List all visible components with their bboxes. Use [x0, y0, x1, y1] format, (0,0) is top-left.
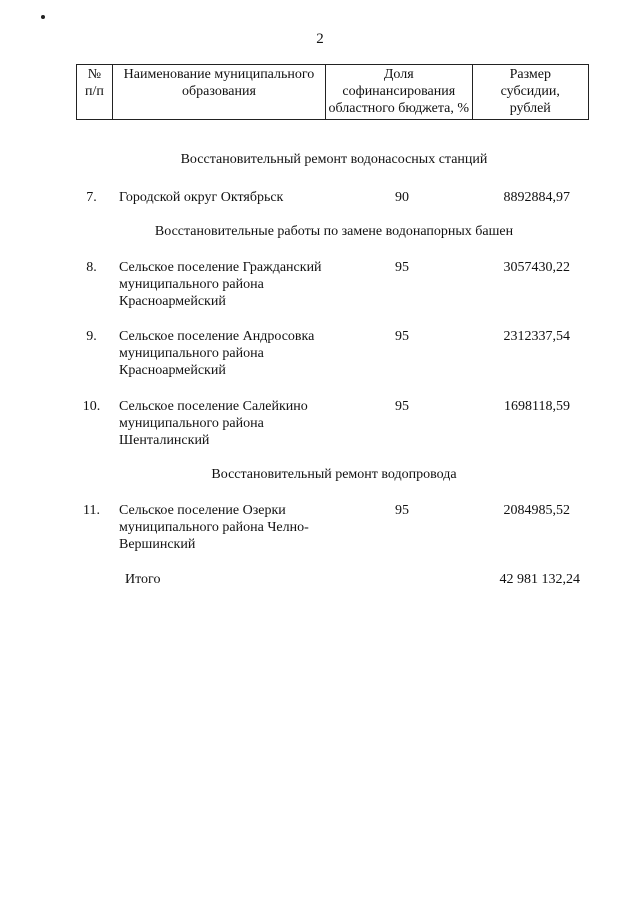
section-title: Восстановительный ремонт водонасосных станций: [180, 152, 488, 167]
subsidy-amount: 2312337,54: [503, 329, 570, 344]
subsidy-amount: 1698118,59: [504, 399, 570, 414]
page-number: 2: [316, 31, 324, 47]
municipality-name: Сельское поселение Салейкино муниципального района Шенталинский: [119, 399, 308, 448]
header-col-sum: [472, 65, 588, 120]
row-number: 9.: [86, 329, 97, 344]
header-col-sum-text: Размер субсидии, рублей: [500, 67, 560, 116]
cofinancing-share: 95: [395, 260, 409, 275]
municipality-name: Сельское поселение Гражданский муниципального района Красноармейский: [119, 260, 322, 309]
cofinancing-share: 95: [395, 329, 409, 344]
scan-speck: [41, 15, 45, 19]
header-col-number: [77, 65, 113, 120]
municipality-name: Городской округ Октябрьск: [119, 190, 284, 205]
row-number: 8.: [86, 260, 97, 275]
cofinancing-share: 90: [395, 190, 409, 205]
header-col-number-text: № п/п: [85, 67, 104, 99]
subsidy-amount: 8892884,97: [503, 190, 570, 205]
table-header: [76, 64, 589, 120]
row-number: 11.: [83, 503, 100, 518]
subsidy-amount: 2084985,52: [503, 503, 570, 518]
total-amount: 42 981 132,24: [499, 572, 580, 587]
row-number: 10.: [82, 399, 101, 414]
header-col-share: Доля софинансирования областного бюджета, %: [326, 65, 473, 120]
cofinancing-share: 95: [395, 503, 409, 518]
total-label: Итого: [125, 572, 161, 587]
cofinancing-share: 95: [395, 399, 409, 414]
subsidy-amount: 3057430,22: [503, 260, 570, 275]
row-number: 7.: [86, 190, 97, 205]
section-title: Восстановительный ремонт водопровода: [211, 467, 457, 482]
municipality-name: Сельское поселение Озерки муниципального района Челно-Вершинский: [119, 503, 309, 552]
section-title: Восстановительные работы по замене водонапорных башен: [154, 224, 514, 239]
header-col-name: Наименование муниципального образования: [112, 65, 325, 120]
municipality-name: Сельское поселение Андросовка муниципального района Красноармейский: [119, 329, 315, 378]
